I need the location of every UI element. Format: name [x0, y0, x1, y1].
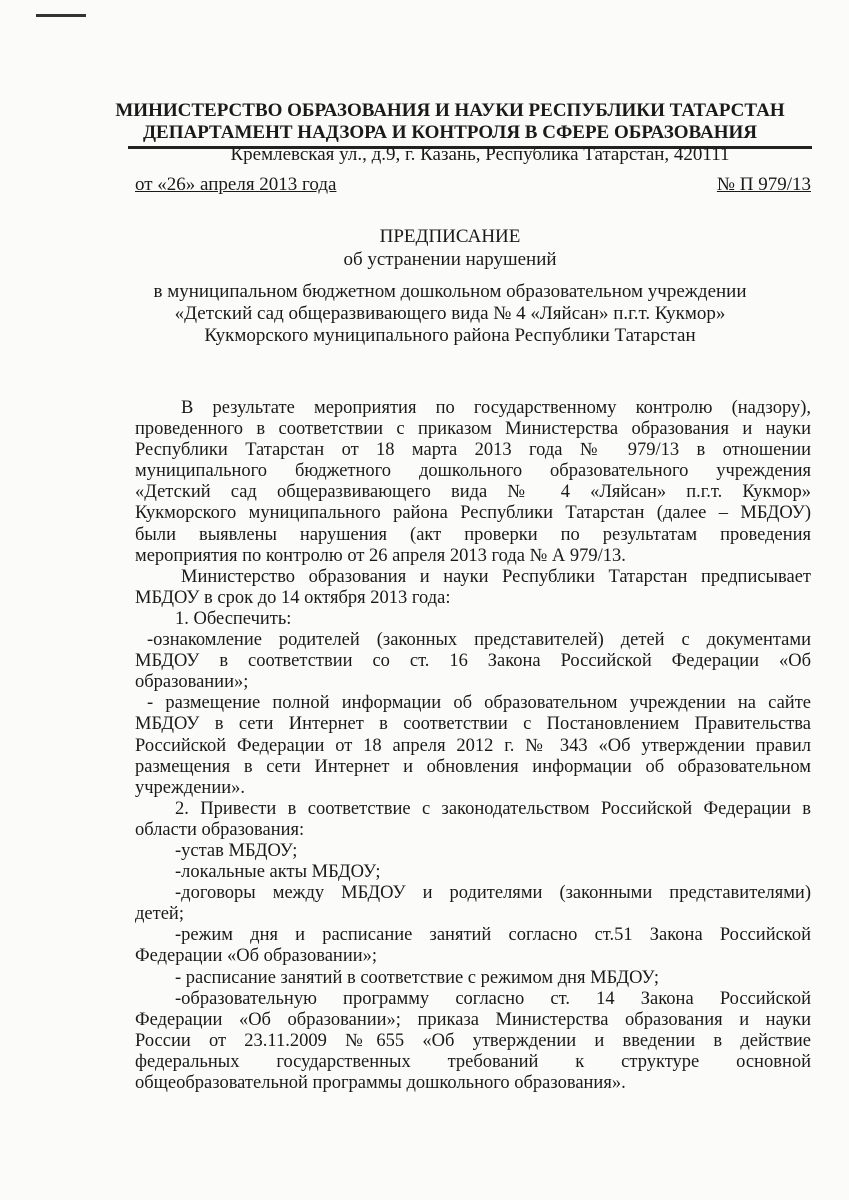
body-line: В результате мероприятия по государственному контролю (надзору),: [181, 398, 811, 418]
body-line: -образовательную программу согласно ст. 14 Закона Российской: [175, 988, 811, 1009]
body-line: учреждении».: [135, 777, 245, 798]
body-line: общеобразовательной программы дошкольного образования».: [135, 1073, 626, 1093]
body-line: Кукморского муниципального района Республики Татарстан (далее – МБДОУ): [135, 503, 811, 524]
document-body: [135, 398, 811, 1094]
body-line: 1. Обеспечить:: [175, 608, 292, 629]
body-line: -режим дня и расписание занятий согласно ст.51 Закона Российской: [175, 925, 811, 946]
body-line: -устав МБДОУ;: [175, 840, 298, 861]
scan-mark: [36, 14, 86, 17]
document-number: № П 979/13: [716, 174, 811, 195]
body-line: -ознакомление родителей (законных представителей) детей с документами: [147, 630, 811, 651]
body-line: были выявлены нарушения (акт проверки по результатам проведения: [135, 524, 811, 545]
body-line: МБДОУ в срок до 14 октября 2013 года:: [135, 587, 451, 608]
body-line: -локальные акты МБДОУ;: [175, 862, 381, 883]
body-line: Федерации «Об образовании»;: [135, 946, 378, 967]
body-line: «Детский сад общеразвивающего вида № 4 «Ляйсан» п.г.т. Кукмор»: [135, 482, 811, 503]
body-line: МБДОУ в сети Интернет в соответствии с Постановлением Правительства: [135, 714, 811, 735]
body-line: образовании»;: [135, 672, 249, 693]
body-line: МБДОУ в соответствии со ст. 16 Закона Российской Федерации «Об: [135, 651, 811, 672]
ministry-name: МИНИСТЕРСТВО ОБРАЗОВАНИЯ И НАУКИ РЕСПУБЛИКИ ТАТАРСТАН: [115, 100, 785, 121]
body-line: -договоры между МБДОУ и родителями (законными представителями): [175, 883, 811, 904]
document-date: от «26» апреля 2013 года: [135, 174, 337, 195]
body-line: муниципального бюджетного дошкольного образовательного учреждения: [135, 461, 811, 482]
body-line: федеральных государственных требований к структуре основной: [135, 1051, 811, 1072]
document-title: ПРЕДПИСАНИЕ: [379, 226, 521, 247]
body-line: проведенного в соответствии с приказом Министерства образования и науки: [135, 419, 811, 440]
body-line: Республики Татарстан от 18 марта 2013 года № 979/13 в отношении: [135, 440, 811, 461]
body-line: детей;: [135, 904, 184, 925]
title-institution-1: в муниципальном бюджетном дошкольном образовательном учреждении: [153, 281, 747, 302]
body-line: Министерство образования и науки Республики Татарстан предписывает: [181, 566, 811, 587]
title-subject: об устранении нарушений: [343, 249, 557, 270]
title-institution-3: Кукморского муниципального района Республики Татарстан: [204, 325, 696, 346]
body-line: Российской Федерации от 18 апреля 2012 г. № 343 «Об утверждении правил: [135, 735, 811, 756]
body-line: Федерации «Об образовании»; приказа Министерства образования и науки: [135, 1009, 811, 1030]
body-line: - расписание занятий в соответствие с режимом дня МБДОУ;: [175, 967, 660, 988]
body-line: размещения в сети Интернет и обновления информации об образовательном: [135, 756, 811, 777]
body-line: - размещение полной информации об образовательном учреждении на сайте: [147, 693, 811, 714]
body-line: 2. Привести в соответствие с законодательством Российской Федерации в: [175, 798, 811, 819]
body-line: России от 23.11.2009 №655 «Об утверждении и введении в действие: [135, 1030, 811, 1051]
address: Кремлевская ул., д.9, г. Казань, Республика Татарстан, 420111: [230, 144, 730, 165]
department-name: ДЕПАРТАМЕНТ НАДЗОРА И КОНТРОЛЯ В СФЕРЕ ОБРАЗОВАНИЯ: [142, 122, 758, 143]
body-line: мероприятия по контролю от 26 апреля 2013 года № А 979/13.: [135, 545, 626, 566]
title-institution-2: «Детский сад общеразвивающего вида № 4 «Ляйсан» п.г.т. Кукмор»: [174, 303, 726, 324]
body-line: области образования:: [135, 819, 305, 840]
